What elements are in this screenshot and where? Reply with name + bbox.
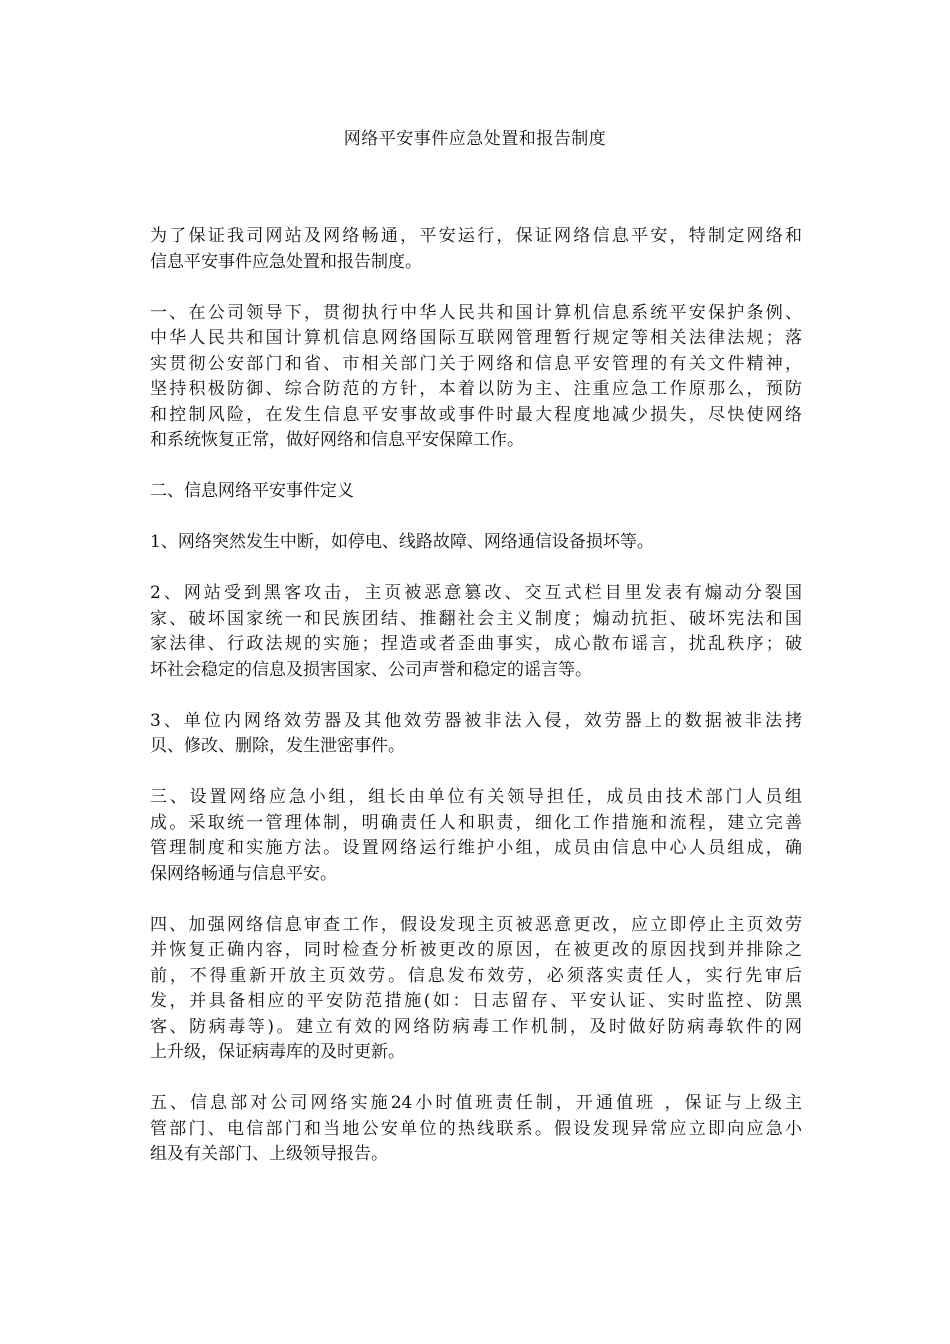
paragraph-section-2-heading	[150, 479, 802, 505]
paragraph-definition-3	[150, 709, 802, 760]
paragraph-definition-1	[150, 530, 802, 556]
paragraph-line: 坏社会稳定的信息及损害国家、公司声誉和稳定的谣言等。	[150, 659, 592, 680]
paragraph-section-4	[150, 913, 802, 1066]
paragraph-line: 发，并具备相应的平安防范措施(如：日志留存、平安认证、实时监控、防黑	[150, 991, 802, 1011]
paragraph-line: 五、信息部对公司网络实施24小时值班责任制，开通值班 ，保证与上级主	[150, 1093, 802, 1113]
paragraph-line: 和系统恢复正常，做好网络和信息平安保障工作。	[150, 430, 524, 450]
paragraph-line: 家法律、行政法规的实施；捏造或者歪曲事实，成心散布谣言，扰乱秩序；破	[150, 634, 802, 654]
paragraph-line: 并恢复正确内容，同时检查分析被更改的原因，在被更改的原因找到并排除之	[150, 940, 802, 960]
paragraph-line: 前，不得重新开放主页效劳。信息发布效劳，必须落实责任人，实行先审后	[150, 965, 802, 986]
paragraph-line: 保网络畅通与信息平安。	[150, 863, 337, 884]
paragraph-line: 上升级，保证病毒库的及时更新。	[150, 1042, 405, 1062]
paragraph-line: 客、防病毒等)。建立有效的网络防病毒工作机制，及时做好防病毒软件的网	[150, 1016, 802, 1037]
paragraph-line: 3、单位内网络效劳器及其他效劳器被非法入侵，效劳器上的数据被非法拷	[150, 710, 802, 731]
paragraph-line: 组及有关部门、上级领导报告。	[150, 1144, 388, 1164]
paragraph-section-3	[150, 785, 802, 887]
paragraph-line: 坚持积极防御、综合防范的方针，本着以防为主、注重应急工作原那么，预防	[150, 379, 802, 399]
paragraph-line: 信息平安事件应急处置和报告制度。	[150, 251, 422, 272]
paragraph-line: 一、在公司领导下，贯彻执行中华人民共和国计算机信息系统平安保护条例、	[150, 302, 802, 323]
paragraph-line: 实贯彻公安部门和省、市相关部门关于网络和信息平安管理的有关文件精神，	[150, 353, 802, 374]
paragraph-line: 1、网络突然发生中断，如停电、线路故障、网络通信设备损坏等。	[150, 532, 654, 552]
paragraph-line: 家、破坏国家统一和民族团结、推翻社会主义制度；煽动抗拒、破坏宪法和国	[150, 608, 802, 629]
paragraph-line: 管理制度和实施方法。设置网络运行维护小组，成员由信息中心人员组成，确	[150, 838, 802, 858]
paragraph-line: 中华人民共和国计算机信息网络国际互联网管理暂行规定等相关法律法规；落	[150, 328, 802, 348]
document-body	[150, 224, 802, 1193]
paragraph-intro	[150, 224, 802, 275]
paragraph-line: 四、加强网络信息审查工作，假设发现主页被恶意更改，应立即停止主页效劳	[150, 914, 802, 935]
paragraph-line: 三、设置网络应急小组，组长由单位有关领导担任，成员由技术部门人员组	[150, 787, 802, 807]
paragraph-section-5	[150, 1091, 802, 1168]
document-title: 网络平安事件应急处置和报告制度	[343, 129, 607, 149]
paragraph-line: 为了保证我司网站及网络畅通，平安运行，保证网络信息平安，特制定网络和	[150, 226, 802, 246]
paragraph-line: 二、信息网络平安事件定义	[150, 481, 354, 501]
paragraph-definition-2	[150, 581, 802, 683]
paragraph-section-1	[150, 301, 802, 454]
paragraph-line: 2、网站受到黑客攻击，主页被恶意篡改、交互式栏目里发表有煽动分裂国	[150, 583, 802, 603]
paragraph-line: 管部门、电信部门和当地公安单位的热线联系。假设发现异常应立即向应急小	[150, 1118, 802, 1139]
paragraph-line: 成。采取统一管理体制，明确责任人和职责，细化工作措施和流程，建立完善	[150, 812, 802, 833]
paragraph-line: 贝、修改、删除，发生泄密事件。	[150, 736, 405, 756]
paragraph-line: 和控制风险，在发生信息平安事故或事件时最大程度地减少损失，尽快使网络	[150, 404, 802, 425]
